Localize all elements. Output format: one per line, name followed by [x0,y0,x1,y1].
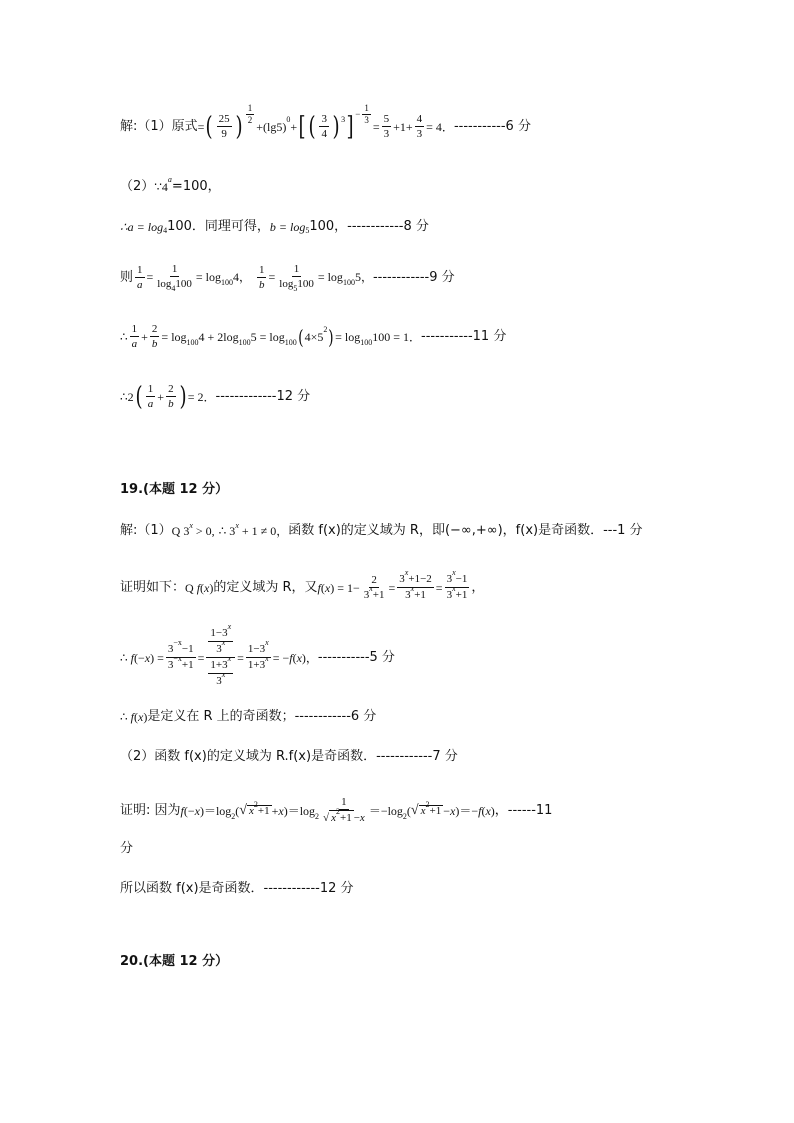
q18-line6-score: -------------12 分 [215,389,311,404]
q18-line5: ∴ $\frac{1}{a}$ + $\frac{2}{b}$ = $\log_{100}4 + 2\log_{100}5 = \log_{100}$ ( 4×5 2 ) = $\log_{100}100 = 1$． -----------11 分 [120,323,507,350]
q19-line2: 证明如下： Q f(x) 的定义域为 R，又 f(x) = 1− $\frac{2}{3^x+1}$ = $\frac{3^x+1-2}{3^x+1}$ = $\frac{3^x-1}{3^x+1}$ ， [120,568,485,601]
q19-line4: ∴ f(x) 是定义在 R 上的奇函数；------------6 分 [120,709,377,724]
q19-line5: （2）函数 f(x)的定义域为 R.f(x)是奇函数．------------7 分 [120,749,458,764]
q18-line4: 则 $\frac{1}{a}$ = $\frac{1}{\log_4100}$ = $\log_{100}4$， $\frac{1}{b}$ = $\frac{1}{\log_5100}$ = $\log_{100}5$， ------------9 分 [120,263,455,293]
q19-line6-wrap: 分 [120,841,134,856]
q19-line7: 所以函数 f(x)是奇函数．------------12 分 [120,881,354,896]
q18-part1-score: -----------6 分 [453,119,531,134]
q19-heading: 19.(本题 12 分） [120,482,229,497]
q19-line6: 证明: 因为 $f(-x)=\log_2$( √ $x^2+1$ $+x)=\log_2$ 1 √ $x^2+1$ −x $=-\log_2$( √ $x^2+1$ −x)＝−f(x) ，------11 [120,796,553,824]
q19-line3-score: -----------5 分 [317,650,395,665]
q19-line1: 解:（1） Q $3^x > 0$, ∴ $3^x + 1 \ne 0$， 函数 f(x)的定义域为 R，即(−∞,+∞)，f(x)是奇函数．---1 分 [120,520,643,538]
frac-25-9: $\frac{25}{9}$ [218,113,230,140]
q18-part1-label: 解:（1）原式 [120,119,198,134]
q18-line3: ∴a = log 4 100．同理可得， b = log 5 100， ------------8 分 [120,219,429,235]
nested-fraction: $1-3^x$ 3$^x$ $1+3^x$ 3$^x$ [206,626,235,689]
q20-heading: 20.(本题 12 分） [120,954,229,969]
q19-line3: ∴ f(−x) = $\frac{3^{-x}-1}{3^{-x}+1}$ = $1-3^x$ 3$^x$ $1+3^x$ 3$^x$ = $\frac{1-3^x}{1+3^x}$ = −f(x)， -----------5 分 [120,622,395,687]
q18-line4-score: ------------9 分 [372,269,455,285]
q18-part1-line: 解:（1）原式 = ( $\frac{25}{9}$ ) $\frac{1}{2}$ +(lg5) 0 + [ ( $\frac{3}{4}$ ) 3 ] − $\frac{1}{3}$ = $\frac{5}{3}$ +1+ $\frac{4}{3}$ = 4． -----------6 分 [120,103,531,142]
q18-line3-score: ------------8 分 [347,219,429,234]
q18-line6: ∴2 ( $\frac{1}{a}$ + $\frac{2}{b}$ ) = 2． -------------12 分 [120,381,311,412]
q18-line5-score: -----------11 分 [421,329,507,344]
q18-part2-line: （2） ∵4 a =100， [120,174,221,194]
